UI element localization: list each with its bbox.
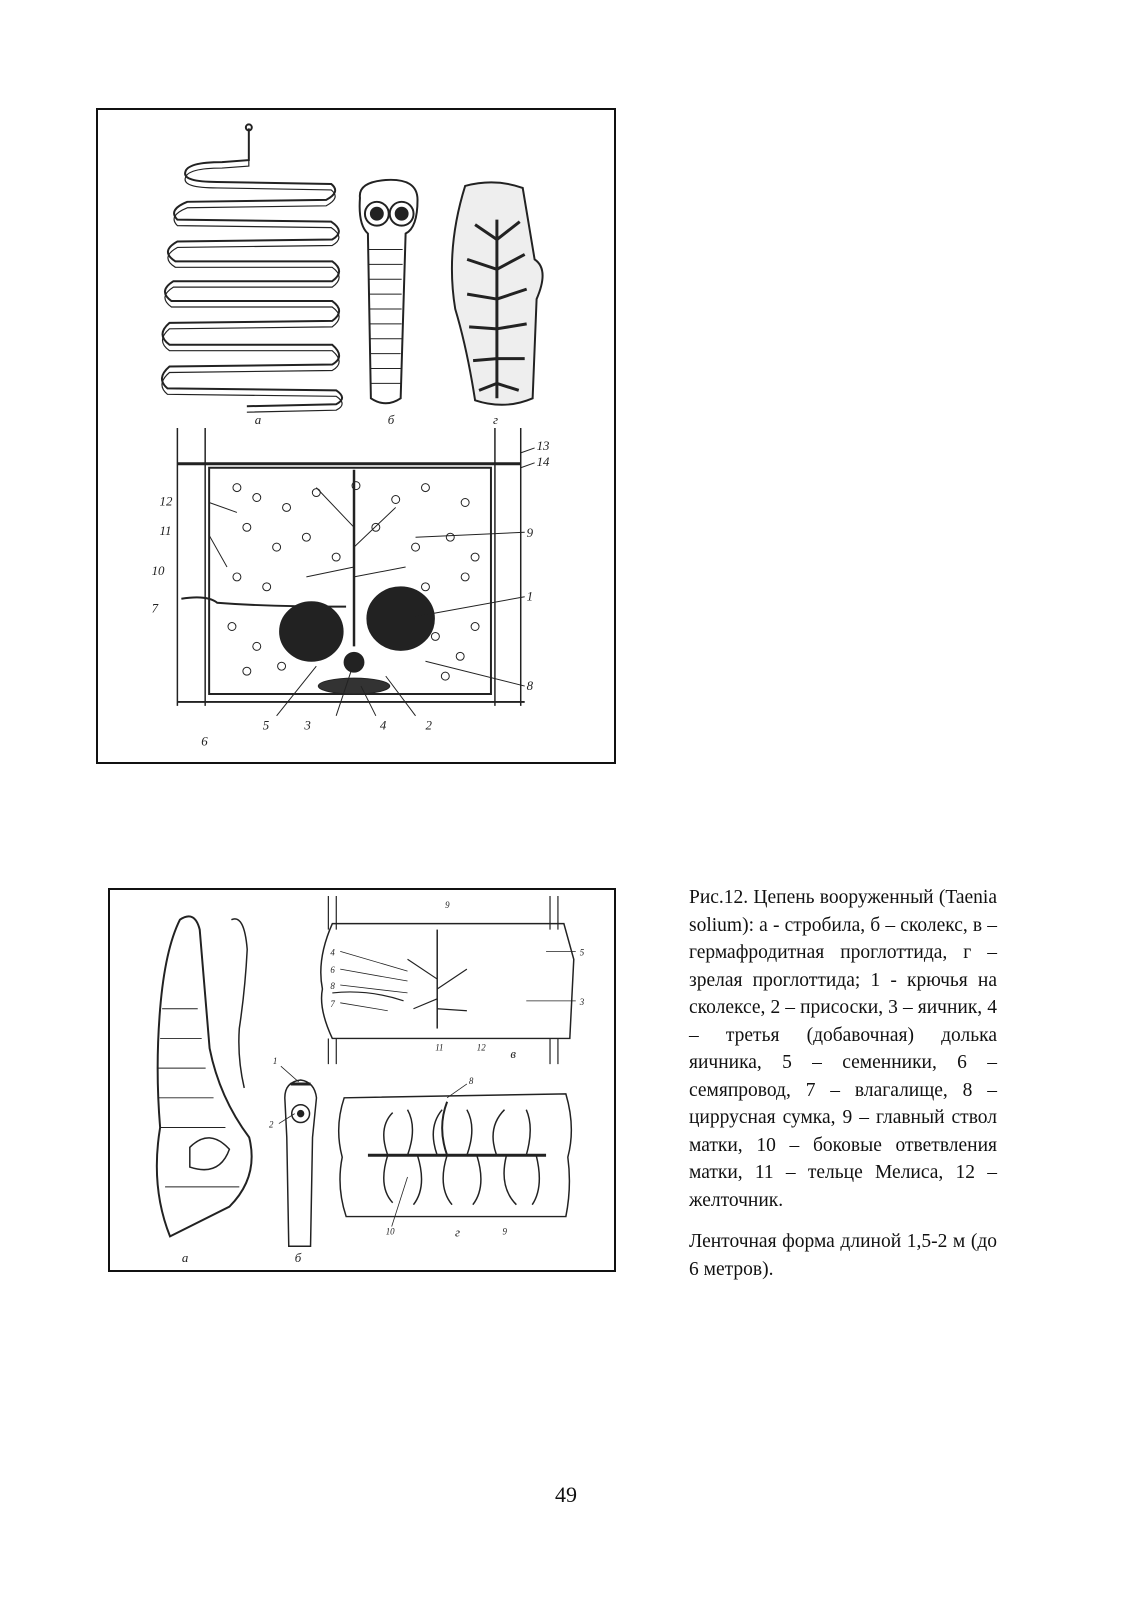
part-label-9-bottom-a: 9: [445, 899, 450, 910]
part-label-2-top: 2: [425, 718, 432, 733]
panel-label-a-top: а: [254, 413, 262, 428]
part-label-2-bottom: 2: [268, 1119, 274, 1130]
figure-taenia-saginata: [96, 108, 616, 764]
part-label-11-bottom: 11: [435, 1042, 444, 1053]
page-number: 49: [555, 1482, 577, 1507]
part-label-12-top: 12: [159, 494, 173, 509]
panel-label-g-bottom: г: [455, 1225, 461, 1240]
part-label-7-bottom: 7: [330, 998, 335, 1009]
panel-label-b-top: б: [387, 413, 395, 428]
figure-bottom-drawing: [110, 890, 614, 1270]
part-label-6-bottom: 6: [330, 965, 335, 976]
part-label-lines-top: [209, 448, 534, 716]
part-label-9-top: 9: [526, 526, 534, 541]
scolex-drawing-bottom: [285, 1080, 317, 1246]
part-label-1-bottom: 1: [272, 1056, 278, 1067]
part-label-9-bottom-b: 9: [502, 1226, 507, 1237]
part-label-5-top: 5: [262, 718, 270, 733]
mature-proglottid-drawing: [452, 182, 543, 404]
caption-paragraph: Рис.12. Цепень вооруженный (Taenia solium): а - стробила, б – сколекс, в – гермафродитная проглоттида, г – зрелая проглоттида; 1 - крючья на сколексе, 2 – присоски, 3 – яичник, 4 – третья (добавочная) долька яичника, 5 – семенники, 6 – семяпровод, 7 – влагалище, 8 – циррусная сумка, 9 – главный ствол матки, 10 – боковые ответвления матки, 11 – тельце Мелиса, 12 – желточник.: [689, 887, 997, 1211]
caption-note: Ленточная форма длиной 1,5-2 м (до 6 метров).: [689, 1231, 997, 1280]
part-label-14-top: 14: [536, 454, 550, 469]
strobila-drawing-bottom: [157, 916, 252, 1236]
part-label-12-bottom: 12: [476, 1042, 486, 1053]
part-label-5-bottom: 5: [579, 947, 585, 958]
part-label-3-bottom: 3: [579, 996, 585, 1007]
part-label-7-top: 7: [151, 601, 159, 616]
part-label-11-top: 11: [159, 524, 172, 539]
figure-taenia-solium: [108, 888, 616, 1272]
part-label-lines-bottom: [279, 951, 576, 1226]
part-label-1-top: 1: [526, 589, 534, 604]
part-label-8-bottom-b: 8: [468, 1075, 474, 1086]
panel-label-b-bottom: б: [294, 1251, 302, 1266]
panel-label-v-bottom: в: [510, 1047, 517, 1062]
figure-caption: [689, 884, 997, 1297]
mature-proglottid-drawing-bottom: [339, 1094, 572, 1217]
part-label-3-top: 3: [304, 718, 311, 733]
hermaphrodite-proglottid-drawing: [177, 428, 524, 706]
part-label-10-bottom: 10: [385, 1226, 395, 1237]
part-label-8-bottom-a: 8: [330, 980, 335, 991]
strobila-drawing: [162, 124, 342, 412]
panel-label-a-bottom: а: [181, 1251, 189, 1266]
hermaphrodite-proglottid-drawing-bottom: [321, 896, 574, 1064]
part-label-4-bottom: 4: [330, 947, 335, 958]
part-label-13-top: 13: [536, 438, 550, 453]
panel-label-g-top: г: [492, 413, 498, 428]
part-label-6-top: 6: [201, 734, 208, 749]
part-label-8-top: 8: [526, 679, 534, 694]
part-label-10-top: 10: [151, 563, 165, 578]
scolex-drawing: [360, 180, 418, 403]
part-label-4-top: 4: [379, 718, 387, 733]
figure-top-drawing: [98, 110, 614, 762]
